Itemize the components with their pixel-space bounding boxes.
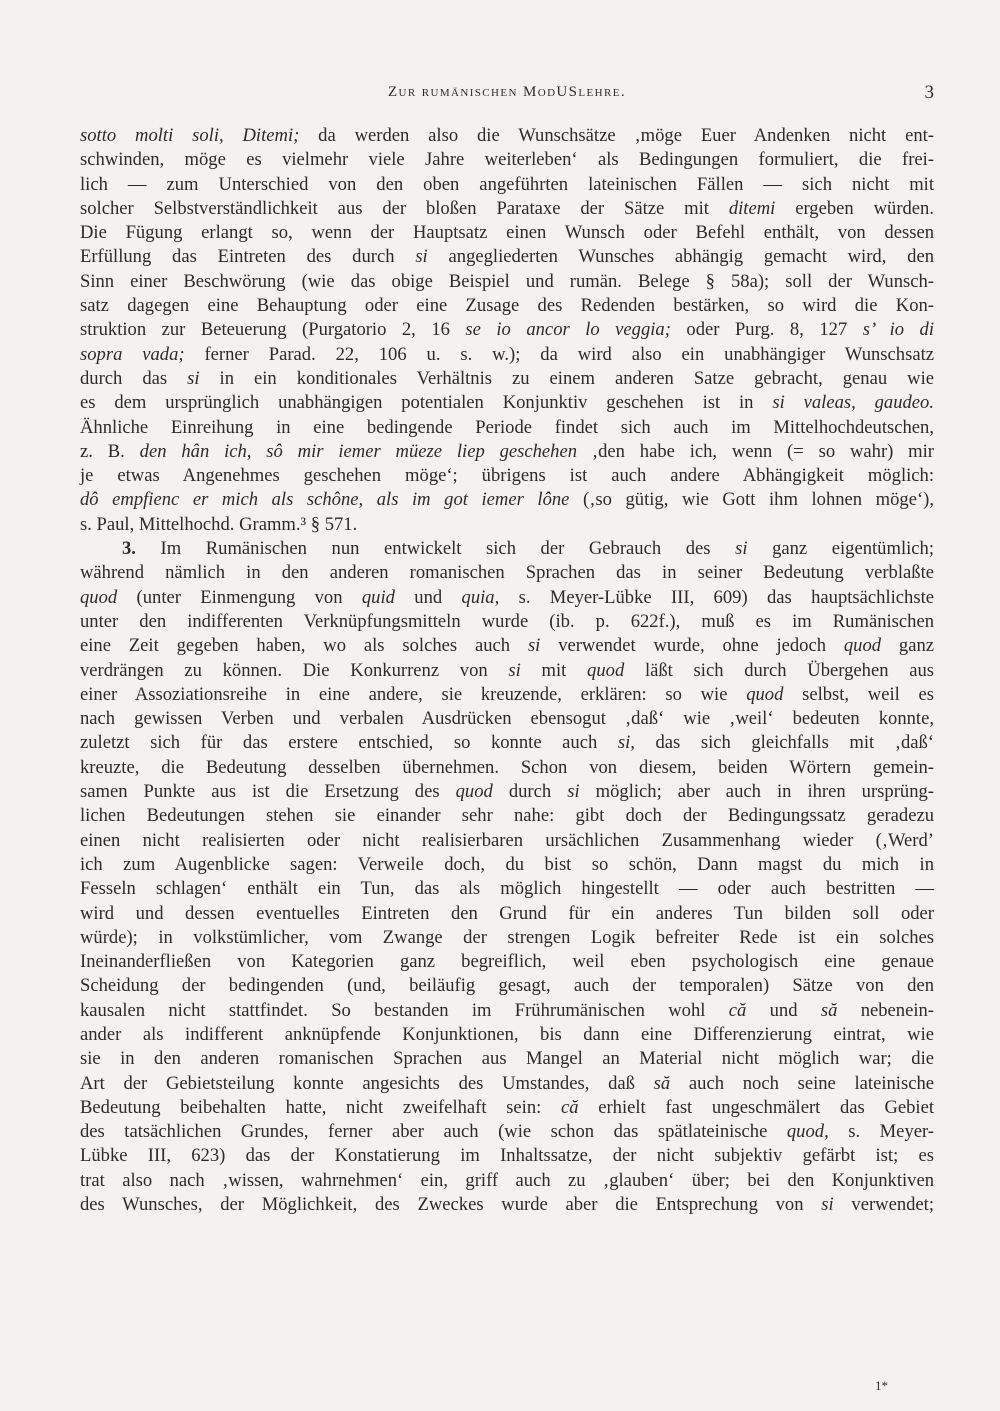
text-line <box>80 950 934 974</box>
text-line <box>80 756 934 780</box>
text-segment: Lübke III, 623) das der Konstatierung im Inhaltssatze, der nicht subjektiv gefärbt ist; es <box>80 1145 934 1167</box>
text-line <box>80 367 934 391</box>
italic-text: si <box>508 659 521 681</box>
text-line <box>80 683 934 707</box>
text-line <box>80 391 934 415</box>
signature-mark: 1* <box>875 1378 888 1393</box>
italic-text: sotto molti soli, Ditemi; <box>80 125 300 146</box>
text-segment: und <box>394 586 462 608</box>
italic-text: quod <box>455 781 493 803</box>
text-segment: nebenein- <box>837 999 934 1021</box>
italic-text: că <box>728 999 747 1021</box>
text-segment: lich — zum Unterschied von den oben angeführten lateinischen Fällen — sich nicht mit <box>80 173 934 195</box>
text-line <box>80 1096 934 1120</box>
text-line <box>80 148 934 172</box>
italic-text: den hân ich, sô mir iemer müeze liep geschehen <box>139 440 578 462</box>
text-segment: es dem ursprünglich unabhängigen potentialen Konjunktiv geschehen ist in <box>80 392 773 414</box>
text-segment: z. B. <box>80 440 140 462</box>
text-line <box>80 804 934 828</box>
text-line <box>80 610 934 634</box>
text-line <box>80 294 934 318</box>
text-segment: Erfüllung das Eintreten des durch <box>80 246 416 268</box>
text-line <box>80 1144 934 1168</box>
text-segment: solcher Selbstverständlichkeit aus der bloßen Parataxe der Sätze mit <box>80 197 729 219</box>
text-segment: angegliederten Wunsches abhängig gemacht wird, den <box>427 246 934 268</box>
text-line <box>80 318 934 342</box>
italic-text: si <box>187 367 200 389</box>
text-line <box>80 343 934 367</box>
text-line <box>80 1047 934 1071</box>
text-segment: unter den indifferenten Verknüpfungsmitteln wurde (ib. p. 622f.), muß es im Rumänischen <box>80 610 934 632</box>
text-line <box>80 586 934 610</box>
text-segment: zuletzt sich für das erstere entschied, so konnte auch <box>80 732 618 754</box>
text-line <box>80 659 934 683</box>
text-segment: sie in den anderen romanischen Sprachen aus Mangel an Material nicht möglich war; die <box>80 1048 934 1070</box>
text-segment: oder Purg. 8, 127 <box>670 319 863 341</box>
text-segment: das sich gleichfalls mit ‚daß‘ <box>634 732 934 754</box>
page-number: 3 <box>924 82 934 103</box>
text-line <box>80 1120 934 1144</box>
text-segment: einen nicht realisierten oder nicht realisierbaren ursächlichen Zusammenhang wieder (‚Werd’ <box>80 829 934 851</box>
italic-text: quid <box>361 586 395 608</box>
text-segment: Sinn einer Beschwörung (wie das obige Beispiel und rumän. Belege § 58a); soll der Wunsch- <box>80 270 934 292</box>
text-segment: ganz <box>881 635 934 657</box>
italic-text: să <box>653 1072 671 1094</box>
text-line <box>80 488 934 512</box>
text-line <box>80 1023 934 1047</box>
running-title: Zur rumänischen ModUSlehre. <box>387 84 626 100</box>
text-segment: Ähnliche Einreihung in eine bedingende Periode findet sich auch im Mittelhochdeutschen, <box>80 416 934 438</box>
text-segment: (‚so gütig, wie Gott ihm lohnen möge‘), <box>569 489 935 511</box>
text-segment: satz dagegen eine Behauptung oder eine Zusage des Redenden bestärken, so wird die Kon- <box>80 295 934 317</box>
text-segment: ferner Parad. 22, 106 u. s. w.); da wird also ein unabhängiger Wunschsatz <box>184 343 934 365</box>
italic-text: si <box>821 1194 834 1216</box>
text-segment: da werden also die Wunschsätze ‚möge Euer Andenken nicht ent- <box>299 125 934 146</box>
text-segment: (unter Einmengung von <box>117 586 362 608</box>
text-segment: ganz eigentümlich; <box>747 538 934 560</box>
text-segment: trat also nach ‚wissen, wahrnehmen‘ ein, griff auch zu ‚glauben‘ über; bei den Konjunktiven <box>80 1169 934 1191</box>
text-segment: s. Paul, Mittelhochd. Gramm.³ § 571. <box>80 513 358 535</box>
italic-text: si <box>735 538 748 560</box>
text-segment: des Wunsches, der Möglichkeit, des Zweckes wurde aber die Entsprechung von <box>80 1194 822 1216</box>
text-segment: ich zum Augenblicke sagen: Verweile doch, du bist so schön, Dann magst du mich in <box>80 853 934 875</box>
text-segment: verdrängen zu können. Die Konkurrenz von <box>80 659 509 681</box>
text-segment: nach gewissen Verben und verbalen Ausdrücken ebensogut ‚daß‘ wie ‚weil‘ bedeuten konnte, <box>80 708 934 730</box>
italic-text: quia, <box>461 586 500 608</box>
text-segment: Im Rumänischen nun entwickelt sich der Gebrauch des <box>135 538 736 560</box>
italic-text: se io ancor lo veggia; <box>465 319 671 341</box>
text-segment: s. Meyer- <box>828 1121 934 1143</box>
italic-text: ditemi <box>728 197 776 219</box>
text-segment: in ein konditionales Verhältnis zu einem anderen Satze gebracht, genau wie <box>199 367 934 389</box>
italic-text: dô empfienc er mich als schône, als im got iemer lône <box>80 489 570 511</box>
text-segment: samen Punkte aus ist die Ersetzung des <box>80 781 456 803</box>
italic-text: si <box>415 246 428 268</box>
italic-text: si <box>527 635 541 657</box>
italic-text: quod <box>587 659 625 681</box>
text-segment: kreuzte, die Bedeutung desselben übernehmen. Schon von diesem, beiden Wörtern gemein- <box>80 756 934 778</box>
italic-text: si <box>567 781 580 803</box>
text-line <box>80 780 934 804</box>
text-line <box>80 829 934 853</box>
text-segment: läßt sich durch Übergehen aus <box>624 659 934 681</box>
text-segment: eine Zeit gegeben haben, wo als solches auch <box>80 635 528 657</box>
text-line <box>80 513 934 537</box>
text-line <box>80 974 934 998</box>
text-segment: Die Fügung erlangt so, wenn der Hauptsatz einen Wunsch oder Befehl enthält, von dessen <box>80 222 934 244</box>
text-line <box>80 877 934 901</box>
text-line <box>80 197 934 221</box>
text-segment: würde); in volkstümlicher, vom Zwange der strengen Logik befreiter Rede ist ein solches <box>80 926 934 948</box>
text-line <box>80 464 934 488</box>
body-text <box>80 124 934 1217</box>
text-line <box>80 173 934 197</box>
italic-text: quod <box>746 683 784 705</box>
text-segment: lichen Bedeutungen stehen sie einander sehr nahe: gibt doch der Bedingungssatz geradezu <box>80 805 934 827</box>
text-segment: Fesseln schlagen‘ enthält ein Tun, das als möglich hingestellt — oder auch bestritten — <box>80 878 934 900</box>
italic-text: quod, <box>786 1121 829 1143</box>
italic-text: quod <box>843 635 882 657</box>
text-segment: selbst, weil es <box>783 683 935 705</box>
text-segment: struktion zur Beteuerung (Purgatorio 2, 16 <box>80 319 466 341</box>
text-segment: des tatsächlichen Grundes, ferner aber auch (wie schon das spätlateinische <box>80 1121 787 1143</box>
text-line <box>80 561 934 585</box>
text-segment: ander als indifferent anknüpfende Konjunktionen, bis dann eine Differenzierung eintrat, wie <box>80 1023 934 1045</box>
text-line <box>80 440 934 464</box>
text-segment: ‚den habe ich, wenn (= so wahr) mir <box>577 440 934 462</box>
text-segment: möglich; aber auch in ihren ursprüng- <box>579 781 934 803</box>
text-line <box>80 537 934 561</box>
text-segment: durch das <box>80 367 188 389</box>
text-line <box>80 999 934 1023</box>
italic-text: si valeas, gaudeo. <box>772 392 935 414</box>
text-line <box>80 634 934 658</box>
text-segment: kausalen nicht stattfindet. So bestanden im Frührumänischen wohl <box>80 999 729 1021</box>
text-segment: je etwas Angenehmes geschehen möge‘; übrigens ist auch andere Abhängigkeit möglich: <box>80 465 934 487</box>
italic-text: quod <box>80 586 118 608</box>
text-line <box>80 124 934 148</box>
text-line <box>80 902 934 926</box>
text-segment: verwendet; <box>833 1194 935 1216</box>
text-segment: erhielt fast ungeschmälert das Gebiet <box>578 1096 935 1118</box>
text-segment: auch noch seine lateinische <box>670 1072 935 1094</box>
text-segment: Ineinanderfließen von Kategorien ganz begreiflich, weil eben psychologisch eine genaue <box>80 951 934 973</box>
text-segment: einer Assoziationsreihe in eine andere, sie kreuzende, erklären: so wie <box>80 683 747 705</box>
bold-text: 3. <box>122 538 136 560</box>
italic-text: să <box>820 999 838 1021</box>
text-line <box>80 416 934 440</box>
text-line <box>80 731 934 755</box>
text-line <box>80 853 934 877</box>
running-header <box>80 84 934 110</box>
text-line <box>80 245 934 269</box>
text-segment: Bedeutung beibehalten hatte, nicht zweifelhaft sein: <box>80 1096 561 1118</box>
text-segment: durch <box>492 781 568 803</box>
text-segment: und <box>746 999 821 1021</box>
text-segment: mit <box>520 659 588 681</box>
text-line <box>80 221 934 245</box>
text-segment: s. Meyer-Lübke III, 609) das hauptsächlichste <box>499 586 934 608</box>
italic-text: sopra vada; <box>80 343 185 365</box>
text-line <box>80 926 934 950</box>
text-segment: wird und dessen eventuelles Eintreten den Grund für ein anderes Tun bilden soll oder <box>80 902 934 924</box>
text-line <box>80 1072 934 1096</box>
text-line <box>80 707 934 731</box>
text-line <box>80 1193 934 1217</box>
text-segment: Art der Gebietsteilung konnte angesichts des Umstandes, daß <box>80 1072 654 1094</box>
text-line <box>80 1169 934 1193</box>
italic-text: si, <box>617 732 635 754</box>
text-segment: schwinden, möge es vielmehr viele Jahre weiterleben‘ als Bedingungen formuliert, die frei- <box>80 149 934 171</box>
text-segment: ergeben würden. <box>775 197 935 219</box>
italic-text: că <box>560 1096 579 1118</box>
text-segment: Scheidung der bedingenden (und, beiläufig gesagt, auch der temporalen) Sätze von den <box>80 975 934 997</box>
text-line <box>80 270 934 294</box>
text-segment: während nämlich in den anderen romanischen Sprachen das in seiner Bedeutung verblaßte <box>80 562 934 584</box>
text-segment: verwendet wurde, ohne jedoch <box>540 635 844 657</box>
italic-text: s’ io di <box>862 319 934 341</box>
